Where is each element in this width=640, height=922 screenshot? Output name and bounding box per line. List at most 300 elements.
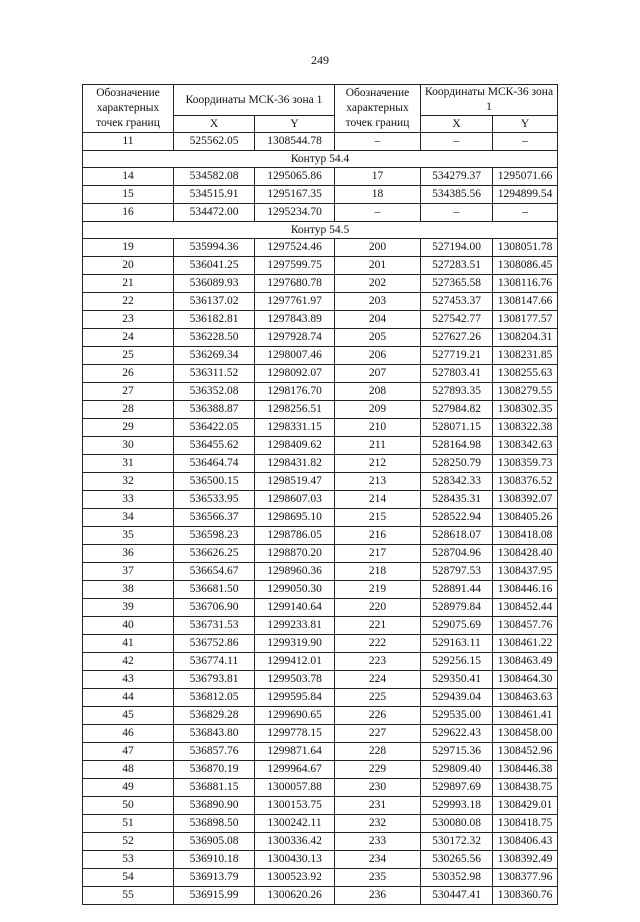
table-row xyxy=(83,689,558,707)
y-value-left: 1299319.90 xyxy=(255,635,335,653)
y-value-left: 1297761.97 xyxy=(255,293,335,311)
y-value-right: 1308116.76 xyxy=(493,275,558,293)
y-value-left: 1299690.65 xyxy=(255,707,335,725)
point-number-left: 48 xyxy=(83,761,174,779)
point-number-right: 236 xyxy=(335,887,421,905)
y-value-right: 1308302.35 xyxy=(493,401,558,419)
y-value-right: 1308204.31 xyxy=(493,329,558,347)
point-number-right: – xyxy=(335,204,421,222)
point-number-left: 33 xyxy=(83,491,174,509)
x-value-left: 536352.08 xyxy=(174,383,255,401)
x-value-right: 528522.94 xyxy=(421,509,493,527)
y-value-right: 1308446.16 xyxy=(493,581,558,599)
point-number-left: 28 xyxy=(83,401,174,419)
point-number-left: 49 xyxy=(83,779,174,797)
x-value-left: 536793.81 xyxy=(174,671,255,689)
y-value-right: 1308418.75 xyxy=(493,815,558,833)
table-row xyxy=(83,365,558,383)
x-value-right: 528891.44 xyxy=(421,581,493,599)
y-value-right: 1308086.45 xyxy=(493,257,558,275)
y-value-left: 1297680.78 xyxy=(255,275,335,293)
table-row xyxy=(83,401,558,419)
point-number-right: 213 xyxy=(335,473,421,491)
table-row xyxy=(83,383,558,401)
point-number-right: 218 xyxy=(335,563,421,581)
y-value-left: 1299871.64 xyxy=(255,743,335,761)
y-value-right: 1308463.63 xyxy=(493,689,558,707)
point-number-right: 221 xyxy=(335,617,421,635)
point-number-right: 217 xyxy=(335,545,421,563)
table-row xyxy=(83,257,558,275)
y-value-right: 1308377.96 xyxy=(493,869,558,887)
point-number-left: 40 xyxy=(83,617,174,635)
y-value-left: 1297599.75 xyxy=(255,257,335,275)
y-value-left: 1298176.70 xyxy=(255,383,335,401)
point-number-right: 227 xyxy=(335,725,421,743)
point-number-right: 214 xyxy=(335,491,421,509)
x-value-right: 529993.18 xyxy=(421,797,493,815)
y-value-left: 1298870.20 xyxy=(255,545,335,563)
table-row xyxy=(83,311,558,329)
x-value-right: 530352.98 xyxy=(421,869,493,887)
y-value-right: 1308147.66 xyxy=(493,293,558,311)
point-number-left: 24 xyxy=(83,329,174,347)
y-value-right: 1308446.38 xyxy=(493,761,558,779)
y-value-left: 1298695.10 xyxy=(255,509,335,527)
point-number-right: 216 xyxy=(335,527,421,545)
point-number-right: 219 xyxy=(335,581,421,599)
point-number-right: 233 xyxy=(335,833,421,851)
y-value-left: 1298786.05 xyxy=(255,527,335,545)
y-value-right: – xyxy=(493,204,558,222)
x-value-left: 525562.05 xyxy=(174,133,255,151)
x-value-left: 536870.19 xyxy=(174,761,255,779)
table-row xyxy=(83,437,558,455)
y-value-left: 1298607.03 xyxy=(255,491,335,509)
x-header-right: X xyxy=(421,116,493,133)
table-row xyxy=(83,851,558,869)
y-value-left: 1295065.86 xyxy=(255,168,335,186)
point-number-right: 225 xyxy=(335,689,421,707)
x-value-right: 528250.79 xyxy=(421,455,493,473)
coords-header-right: Координаты МСК-36 зона 1 xyxy=(421,85,558,116)
table-row xyxy=(83,761,558,779)
point-number-left: 51 xyxy=(83,815,174,833)
y-value-left: 1299140.64 xyxy=(255,599,335,617)
point-number-left: 15 xyxy=(83,186,174,204)
x-value-left: 536812.05 xyxy=(174,689,255,707)
y-value-right: 1308177.57 xyxy=(493,311,558,329)
x-value-right: 527542.77 xyxy=(421,311,493,329)
x-value-right: 530080.08 xyxy=(421,815,493,833)
point-number-right: 223 xyxy=(335,653,421,671)
point-number-right: 204 xyxy=(335,311,421,329)
table-row xyxy=(83,133,558,151)
y-value-left: 1300430.13 xyxy=(255,851,335,869)
x-value-right: 528797.53 xyxy=(421,563,493,581)
point-number-left: 52 xyxy=(83,833,174,851)
x-value-left: 536182.81 xyxy=(174,311,255,329)
point-number-right: 208 xyxy=(335,383,421,401)
coordinates-table xyxy=(82,84,558,905)
table-row xyxy=(83,527,558,545)
table-row xyxy=(83,617,558,635)
point-number-right: 206 xyxy=(335,347,421,365)
x-value-right: 527803.41 xyxy=(421,365,493,383)
y-value-right: 1308458.00 xyxy=(493,725,558,743)
point-number-left: 47 xyxy=(83,743,174,761)
x-value-right: 529715.36 xyxy=(421,743,493,761)
y-value-left: 1299778.15 xyxy=(255,725,335,743)
x-value-left: 536533.95 xyxy=(174,491,255,509)
x-value-left: 536843.80 xyxy=(174,725,255,743)
y-value-left: 1297843.89 xyxy=(255,311,335,329)
x-value-right: 527194.00 xyxy=(421,239,493,257)
x-value-left: 536422.05 xyxy=(174,419,255,437)
y-value-left: 1299412.01 xyxy=(255,653,335,671)
table-row xyxy=(83,833,558,851)
x-value-left: 536890.90 xyxy=(174,797,255,815)
table-row xyxy=(83,293,558,311)
y-header-left: Y xyxy=(255,116,335,133)
x-value-left: 536774.11 xyxy=(174,653,255,671)
point-number-left: 46 xyxy=(83,725,174,743)
y-value-right: 1308461.41 xyxy=(493,707,558,725)
point-number-left: 20 xyxy=(83,257,174,275)
x-value-right: 527365.58 xyxy=(421,275,493,293)
x-value-left: 534472.00 xyxy=(174,204,255,222)
point-number-left: 21 xyxy=(83,275,174,293)
y-value-right: 1308322.38 xyxy=(493,419,558,437)
point-number-left: 43 xyxy=(83,671,174,689)
y-value-right: 1308405.26 xyxy=(493,509,558,527)
point-number-right: 222 xyxy=(335,635,421,653)
x-value-left: 535994.36 xyxy=(174,239,255,257)
point-number-left: 37 xyxy=(83,563,174,581)
table-row xyxy=(83,671,558,689)
point-number-left: 42 xyxy=(83,653,174,671)
x-value-left: 534582.08 xyxy=(174,168,255,186)
point-number-right: 212 xyxy=(335,455,421,473)
y-value-left: 1299050.30 xyxy=(255,581,335,599)
point-number-right: 229 xyxy=(335,761,421,779)
point-number-right: 234 xyxy=(335,851,421,869)
table-row xyxy=(83,168,558,186)
point-number-right: 200 xyxy=(335,239,421,257)
point-number-left: 50 xyxy=(83,797,174,815)
x-value-left: 536089.93 xyxy=(174,275,255,293)
y-value-right: – xyxy=(493,133,558,151)
x-header-left: X xyxy=(174,116,255,133)
contour-heading-row xyxy=(83,222,558,239)
x-value-left: 536881.15 xyxy=(174,779,255,797)
table-row xyxy=(83,581,558,599)
point-number-left: 36 xyxy=(83,545,174,563)
y-value-right: 1294899.54 xyxy=(493,186,558,204)
point-number-left: 34 xyxy=(83,509,174,527)
x-value-left: 536731.53 xyxy=(174,617,255,635)
x-value-left: 536388.87 xyxy=(174,401,255,419)
x-value-left: 536898.50 xyxy=(174,815,255,833)
x-value-left: 536910.18 xyxy=(174,851,255,869)
y-value-left: 1300336.42 xyxy=(255,833,335,851)
table-header xyxy=(83,85,558,133)
table-row xyxy=(83,887,558,905)
x-value-right: 528979.84 xyxy=(421,599,493,617)
x-value-right: 530172.32 xyxy=(421,833,493,851)
table-row xyxy=(83,563,558,581)
point-number-left: 35 xyxy=(83,527,174,545)
y-value-right: 1308452.44 xyxy=(493,599,558,617)
y-value-right: 1295071.66 xyxy=(493,168,558,186)
x-value-left: 536137.02 xyxy=(174,293,255,311)
contour-title: Контур 54.5 xyxy=(83,222,558,239)
table-row xyxy=(83,743,558,761)
table-row xyxy=(83,725,558,743)
point-number-left: 14 xyxy=(83,168,174,186)
x-value-right: 529075.69 xyxy=(421,617,493,635)
y-value-right: 1308359.73 xyxy=(493,455,558,473)
x-value-right: 528164.98 xyxy=(421,437,493,455)
x-value-left: 536905.08 xyxy=(174,833,255,851)
point-number-right: 224 xyxy=(335,671,421,689)
point-number-left: 22 xyxy=(83,293,174,311)
table-row xyxy=(83,455,558,473)
point-number-left: 44 xyxy=(83,689,174,707)
table-row xyxy=(83,797,558,815)
point-number-left: 31 xyxy=(83,455,174,473)
table-row xyxy=(83,239,558,257)
point-number-right: 228 xyxy=(335,743,421,761)
table-row xyxy=(83,509,558,527)
x-value-left: 534515.91 xyxy=(174,186,255,204)
y-value-right: 1308360.76 xyxy=(493,887,558,905)
y-value-right: 1308452.96 xyxy=(493,743,558,761)
point-number-left: 29 xyxy=(83,419,174,437)
y-value-left: 1297928.74 xyxy=(255,329,335,347)
point-number-left: 39 xyxy=(83,599,174,617)
table-body xyxy=(83,133,558,905)
table-row xyxy=(83,779,558,797)
y-value-right: 1308437.95 xyxy=(493,563,558,581)
x-value-left: 536455.62 xyxy=(174,437,255,455)
point-number-left: 16 xyxy=(83,204,174,222)
x-value-right: 529439.04 xyxy=(421,689,493,707)
x-value-left: 536500.15 xyxy=(174,473,255,491)
table-row xyxy=(83,347,558,365)
point-number-right: 215 xyxy=(335,509,421,527)
y-value-left: 1300153.75 xyxy=(255,797,335,815)
y-value-right: 1308231.85 xyxy=(493,347,558,365)
x-value-right: 528435.31 xyxy=(421,491,493,509)
x-value-right: 527627.26 xyxy=(421,329,493,347)
y-value-right: 1308463.49 xyxy=(493,653,558,671)
y-value-right: 1308464.30 xyxy=(493,671,558,689)
y-value-right: 1308279.55 xyxy=(493,383,558,401)
x-value-right: 528342.33 xyxy=(421,473,493,491)
y-value-right: 1308255.63 xyxy=(493,365,558,383)
x-value-left: 536706.90 xyxy=(174,599,255,617)
x-value-right: 529535.00 xyxy=(421,707,493,725)
table-row xyxy=(83,186,558,204)
point-number-right: 226 xyxy=(335,707,421,725)
x-value-right: 527453.37 xyxy=(421,293,493,311)
table-row xyxy=(83,869,558,887)
y-value-left: 1300620.26 xyxy=(255,887,335,905)
x-value-right: 528618.07 xyxy=(421,527,493,545)
x-value-right: 528704.96 xyxy=(421,545,493,563)
y-header-right: Y xyxy=(493,116,558,133)
point-number-left: 45 xyxy=(83,707,174,725)
point-number-right: 230 xyxy=(335,779,421,797)
x-value-left: 536041.25 xyxy=(174,257,255,275)
y-value-left: 1299233.81 xyxy=(255,617,335,635)
x-value-left: 536598.23 xyxy=(174,527,255,545)
point-number-right: 201 xyxy=(335,257,421,275)
y-value-right: 1308428.40 xyxy=(493,545,558,563)
point-number-left: 54 xyxy=(83,869,174,887)
point-number-right: 205 xyxy=(335,329,421,347)
y-value-right: 1308406.43 xyxy=(493,833,558,851)
y-value-right: 1308461.22 xyxy=(493,635,558,653)
y-value-right: 1308342.63 xyxy=(493,437,558,455)
y-value-right: 1308392.07 xyxy=(493,491,558,509)
y-value-right: 1308418.08 xyxy=(493,527,558,545)
table-row xyxy=(83,707,558,725)
y-value-right: 1308429.01 xyxy=(493,797,558,815)
x-value-left: 536464.74 xyxy=(174,455,255,473)
x-value-right: 529163.11 xyxy=(421,635,493,653)
x-value-left: 536566.37 xyxy=(174,509,255,527)
point-number-left: 38 xyxy=(83,581,174,599)
x-value-right: 529897.69 xyxy=(421,779,493,797)
table-row xyxy=(83,419,558,437)
x-value-right: 530265.56 xyxy=(421,851,493,869)
y-value-left: 1295167.35 xyxy=(255,186,335,204)
y-value-right: 1308457.76 xyxy=(493,617,558,635)
point-number-left: 11 xyxy=(83,133,174,151)
point-number-right: 203 xyxy=(335,293,421,311)
x-value-right: 530447.41 xyxy=(421,887,493,905)
designation-header-right: Обозначение характерных точек границ xyxy=(335,85,421,133)
y-value-right: 1308392.49 xyxy=(493,851,558,869)
table-row xyxy=(83,491,558,509)
designation-header-left: Обозначение характерных точек границ xyxy=(83,85,174,133)
point-number-left: 55 xyxy=(83,887,174,905)
y-value-left: 1299595.84 xyxy=(255,689,335,707)
table-row xyxy=(83,599,558,617)
x-value-left: 536269.34 xyxy=(174,347,255,365)
point-number-right: 202 xyxy=(335,275,421,293)
x-value-right: – xyxy=(421,133,493,151)
table-row xyxy=(83,473,558,491)
point-number-left: 19 xyxy=(83,239,174,257)
point-number-right: 207 xyxy=(335,365,421,383)
y-value-left: 1298409.62 xyxy=(255,437,335,455)
table-row xyxy=(83,653,558,671)
x-value-left: 536857.76 xyxy=(174,743,255,761)
y-value-right: 1308438.75 xyxy=(493,779,558,797)
table-row xyxy=(83,275,558,293)
table-row xyxy=(83,545,558,563)
x-value-left: 536311.52 xyxy=(174,365,255,383)
point-number-left: 23 xyxy=(83,311,174,329)
x-value-right: 529622.43 xyxy=(421,725,493,743)
point-number-left: 32 xyxy=(83,473,174,491)
x-value-left: 536915.99 xyxy=(174,887,255,905)
point-number-right: 220 xyxy=(335,599,421,617)
contour-title: Контур 54.4 xyxy=(83,151,558,168)
point-number-right: 209 xyxy=(335,401,421,419)
y-value-left: 1300523.92 xyxy=(255,869,335,887)
y-value-right: 1308051.78 xyxy=(493,239,558,257)
point-number-left: 41 xyxy=(83,635,174,653)
y-value-left: 1300057.88 xyxy=(255,779,335,797)
point-number-right: 235 xyxy=(335,869,421,887)
point-number-right: 211 xyxy=(335,437,421,455)
x-value-right: 529350.41 xyxy=(421,671,493,689)
x-value-right: – xyxy=(421,204,493,222)
y-value-left: 1298092.07 xyxy=(255,365,335,383)
y-value-left: 1308544.78 xyxy=(255,133,335,151)
y-value-left: 1298007.46 xyxy=(255,347,335,365)
point-number-left: 53 xyxy=(83,851,174,869)
y-value-left: 1298519.47 xyxy=(255,473,335,491)
y-value-left: 1298331.15 xyxy=(255,419,335,437)
y-value-left: 1300242.11 xyxy=(255,815,335,833)
x-value-left: 536681.50 xyxy=(174,581,255,599)
x-value-right: 528071.15 xyxy=(421,419,493,437)
y-value-left: 1295234.70 xyxy=(255,204,335,222)
point-number-left: 25 xyxy=(83,347,174,365)
x-value-right: 529809.40 xyxy=(421,761,493,779)
y-value-left: 1298960.36 xyxy=(255,563,335,581)
x-value-left: 536626.25 xyxy=(174,545,255,563)
x-value-right: 534385.56 xyxy=(421,186,493,204)
point-number-left: 27 xyxy=(83,383,174,401)
point-number-right: 231 xyxy=(335,797,421,815)
x-value-right: 527893.35 xyxy=(421,383,493,401)
y-value-left: 1298431.82 xyxy=(255,455,335,473)
y-value-left: 1298256.51 xyxy=(255,401,335,419)
x-value-left: 536228.50 xyxy=(174,329,255,347)
y-value-right: 1308376.52 xyxy=(493,473,558,491)
x-value-right: 527283.51 xyxy=(421,257,493,275)
point-number-right: 18 xyxy=(335,186,421,204)
contour-heading-row xyxy=(83,151,558,168)
x-value-right: 529256.15 xyxy=(421,653,493,671)
point-number-right: – xyxy=(335,133,421,151)
x-value-left: 536752.86 xyxy=(174,635,255,653)
point-number-left: 30 xyxy=(83,437,174,455)
x-value-left: 536913.79 xyxy=(174,869,255,887)
table-row xyxy=(83,815,558,833)
y-value-left: 1297524.46 xyxy=(255,239,335,257)
table-row xyxy=(83,329,558,347)
x-value-right: 527984.82 xyxy=(421,401,493,419)
point-number-right: 17 xyxy=(335,168,421,186)
table-row xyxy=(83,635,558,653)
y-value-left: 1299503.78 xyxy=(255,671,335,689)
page-number: 249 xyxy=(311,53,329,67)
point-number-right: 210 xyxy=(335,419,421,437)
x-value-left: 536654.67 xyxy=(174,563,255,581)
coords-header-left: Координаты МСК-36 зона 1 xyxy=(174,85,335,116)
x-value-left: 536829.28 xyxy=(174,707,255,725)
x-value-right: 527719.21 xyxy=(421,347,493,365)
point-number-right: 232 xyxy=(335,815,421,833)
table-row xyxy=(83,204,558,222)
